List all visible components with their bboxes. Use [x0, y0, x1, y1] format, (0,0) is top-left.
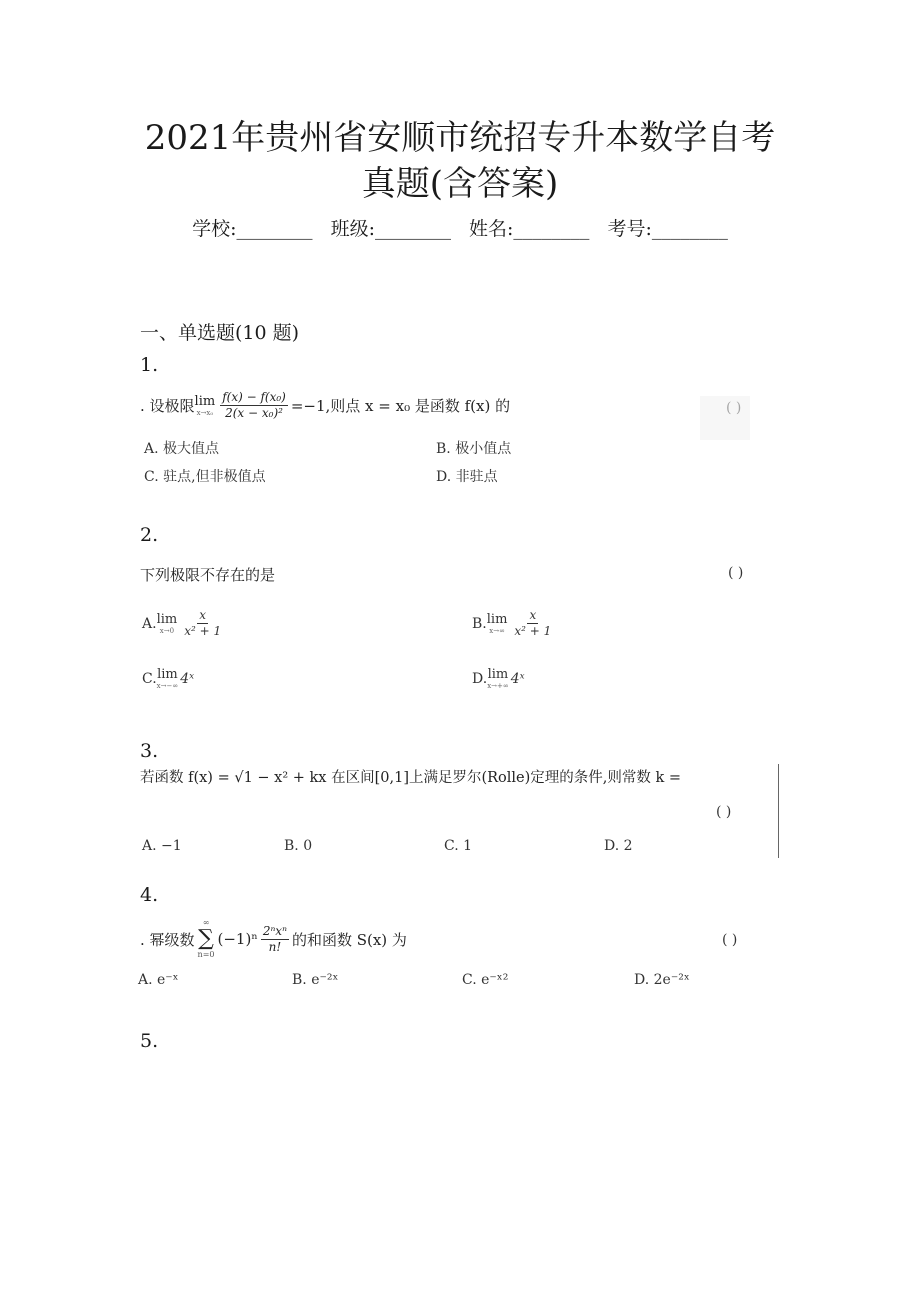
q1-option-c[interactable]: C. 驻点,但非极值点 — [144, 469, 266, 485]
q2a-limit — [157, 613, 178, 635]
q2d-expr: 4ˣ — [510, 671, 525, 687]
q4-frac-den: n! — [268, 939, 282, 954]
q4-summation — [198, 918, 215, 960]
q3-answer-paren[interactable]: ( ) — [716, 804, 732, 820]
q2-option-b[interactable] — [472, 608, 556, 639]
q1-lim-sub: x→x₀ — [196, 408, 214, 417]
q2b-limit — [487, 613, 508, 635]
q1-limit — [195, 395, 216, 417]
q2b-den: x² + 1 — [514, 624, 552, 638]
student-info-fields — [0, 214, 920, 241]
q4-sum-sign: ∑ — [198, 926, 214, 951]
q4-term: (−1)ⁿ — [217, 930, 258, 948]
question-5-number: 5. — [140, 1030, 159, 1052]
q2c-expr: 4ˣ — [180, 671, 195, 687]
q2c-lim-sub: x→−∞ — [156, 682, 179, 690]
q2d-lim-sub: x→+∞ — [487, 682, 509, 690]
q2c-label: C. — [142, 671, 157, 687]
q3-option-c[interactable]: C. 1 — [444, 838, 473, 854]
q4-option-d[interactable]: D. 2e⁻²ˣ — [634, 972, 690, 988]
q1-option-d[interactable]: D. 非驻点 — [436, 469, 498, 485]
q1-option-b[interactable]: B. 极小值点 — [436, 441, 512, 457]
q2a-den: x² + 1 — [184, 624, 222, 638]
field-class[interactable]: 班级:________ — [330, 218, 451, 240]
q4-stem-prefix: . 幂级数 — [140, 930, 195, 949]
q1-stem-prefix: . 设极限 — [140, 397, 195, 415]
q4-fraction — [261, 924, 289, 955]
section-title: 一、单选题(10 题) — [140, 322, 300, 344]
q1-fraction — [220, 390, 288, 421]
q2a-fraction — [182, 608, 223, 639]
field-school[interactable]: 学校:________ — [192, 218, 313, 240]
q4-sum-bottom: n=0 — [197, 950, 215, 959]
q4-frac-num: 2ⁿxⁿ — [262, 923, 287, 938]
q1-stem-suffix: =−1,则点 x = x₀ 是函数 f(x) 的 — [290, 397, 511, 415]
question-2-stem: 下列极限不存在的是 — [140, 566, 276, 584]
q4-answer-paren[interactable]: ( ) — [722, 932, 738, 948]
page-title-line2: 真题(含答案) — [361, 164, 559, 204]
q2-option-d[interactable] — [472, 668, 525, 690]
q2d-label: D. — [472, 671, 488, 687]
q2b-num: x — [529, 608, 537, 622]
question-3-number: 3. — [140, 740, 159, 762]
q1-frac-num: f(x) − f(x₀) — [222, 390, 286, 404]
q2a-label: A. — [142, 615, 157, 632]
scan-smudge — [700, 396, 750, 440]
scan-margin-line — [778, 764, 779, 858]
q4-sum-top: ∞ — [202, 918, 210, 927]
q4-option-b[interactable]: B. e⁻²ˣ — [292, 972, 339, 988]
q1-option-a[interactable]: A. 极大值点 — [144, 441, 220, 457]
question-4-number: 4. — [140, 884, 159, 906]
q4-option-c[interactable]: C. e⁻ˣ² — [462, 972, 509, 988]
q3-option-b[interactable]: B. 0 — [284, 838, 313, 854]
q3-option-d[interactable]: D. 2 — [604, 838, 633, 854]
q1-frac-den: 2(x − x₀)² — [225, 406, 283, 420]
question-2-number: 2. — [140, 524, 159, 546]
q4-stem-suffix: 的和函数 S(x) 为 — [291, 930, 407, 949]
q2b-fraction — [512, 608, 553, 639]
q2a-lim-sub: x→0 — [159, 626, 175, 635]
field-name[interactable]: 姓名:________ — [469, 218, 590, 240]
q2b-lim-word: lim — [486, 611, 508, 627]
question-1-number: 1. — [140, 354, 159, 376]
q2d-lim-word: lim — [487, 667, 509, 682]
q4-option-a[interactable]: A. e⁻ˣ — [138, 972, 179, 988]
q2c-limit — [157, 668, 179, 690]
q2d-limit — [487, 668, 509, 690]
q2-option-a[interactable] — [142, 608, 226, 639]
q1-lim-word: lim — [194, 393, 216, 409]
page-title-line1: 2021年贵州省安顺市统招专升本数学自考 — [144, 118, 776, 158]
q2a-lim-word: lim — [156, 611, 178, 627]
q3-option-a[interactable]: A. −1 — [142, 838, 182, 854]
q2a-num: x — [199, 608, 207, 622]
q2b-lim-sub: x→∞ — [489, 626, 505, 635]
q2-option-c[interactable] — [142, 668, 194, 690]
question-3-stem: 若函数 f(x) = √1 − x² + kx 在区间[0,1]上满足罗尔(Rolle)定理的条件,则常数 k = — [140, 770, 682, 786]
q2c-lim-word: lim — [157, 667, 178, 682]
field-exam-number[interactable]: 考号:________ — [607, 218, 728, 240]
question-4-stem — [140, 918, 407, 960]
q2b-label: B. — [472, 615, 487, 632]
question-1-stem — [140, 390, 510, 421]
q2-answer-paren[interactable]: ( ) — [728, 565, 744, 581]
